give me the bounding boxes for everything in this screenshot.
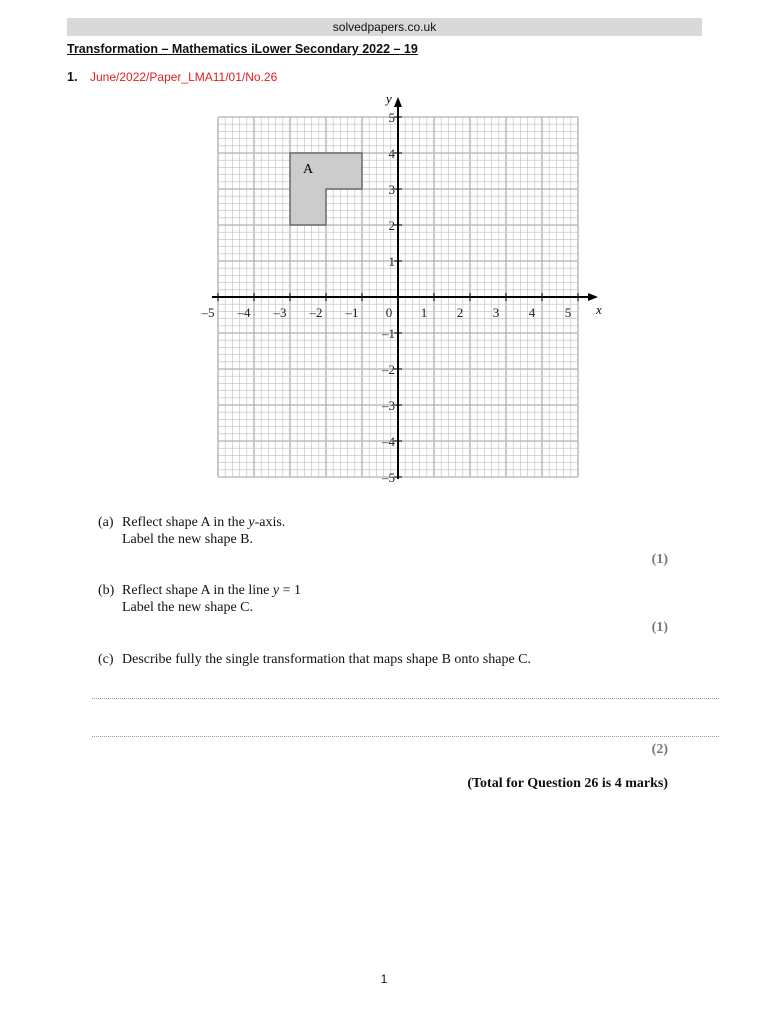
- x-axis-label: x: [596, 302, 602, 317]
- x-tick-label: 5: [564, 305, 572, 320]
- site-banner: solvedpapers.co.uk: [67, 18, 702, 36]
- y-axis-arrow: [394, 97, 402, 107]
- x-tick-label: 0: [385, 305, 393, 320]
- x-tick-label: 3: [492, 305, 500, 320]
- part-a-marks: (1): [651, 552, 668, 567]
- y-tick-label: 3: [388, 182, 395, 197]
- question-number: 1.: [67, 70, 78, 84]
- part-c-label: (c): [98, 652, 114, 667]
- y-tick-label: –3: [382, 398, 395, 413]
- y-tick-label: 1: [388, 254, 395, 269]
- part-a-instruction: Label the new shape B.: [122, 532, 254, 547]
- part-b-marks: (1): [651, 620, 668, 635]
- total-marks: (Total for Question 26 is 4 marks): [467, 776, 668, 791]
- part-b-instruction: Label the new shape C.: [122, 600, 254, 615]
- question-reference: June/2022/Paper_LMA11/01/No.26: [90, 70, 278, 84]
- x-axis-arrow: [588, 293, 598, 301]
- document-title: Transformation – Mathematics iLower Secondary 2022 – 19: [67, 42, 418, 56]
- part-b-var: y: [272, 583, 280, 598]
- x-tick-label: –1: [345, 305, 359, 320]
- answer-line-2[interactable]: [92, 736, 719, 737]
- y-tick-label: –5: [382, 470, 395, 485]
- x-tick-label: 4: [528, 305, 536, 320]
- coordinate-grid: [200, 86, 610, 496]
- part-b: [98, 582, 301, 616]
- part-a-text-post: -axis.: [254, 515, 286, 530]
- x-tick-label: –3: [273, 305, 287, 320]
- y-tick-label: –4: [382, 434, 395, 449]
- y-tick-label: 2: [388, 218, 395, 233]
- x-tick-label: 1: [420, 305, 428, 320]
- part-b-label: (b): [98, 583, 115, 598]
- y-tick-label: 4: [388, 146, 395, 161]
- y-tick-label: 5: [388, 110, 395, 125]
- part-a-text-pre: Reflect shape A in the: [122, 515, 249, 530]
- part-b-text-pre: Reflect shape A in the line: [122, 583, 273, 598]
- x-tick-label: –5: [201, 305, 215, 320]
- part-c-marks: (2): [651, 742, 668, 757]
- y-tick-label: –1: [382, 326, 395, 341]
- part-a: [98, 514, 285, 548]
- x-tick-label: 2: [456, 305, 464, 320]
- part-b-text-post: = 1: [279, 583, 301, 598]
- part-c-text: Describe fully the single transformation that maps shape B onto shape C.: [122, 652, 532, 667]
- part-a-label: (a): [98, 515, 114, 530]
- x-tick-label: –4: [237, 305, 251, 320]
- part-a-var: y: [248, 515, 255, 530]
- shape-a: [290, 153, 362, 225]
- answer-line-1[interactable]: [92, 698, 719, 699]
- shape-a-label: A: [302, 161, 314, 177]
- part-c: [98, 651, 531, 668]
- y-tick-label: –2: [382, 362, 395, 377]
- page-number: 1: [380, 972, 388, 986]
- x-tick-label: –2: [309, 305, 323, 320]
- y-axis-label: y: [386, 91, 392, 106]
